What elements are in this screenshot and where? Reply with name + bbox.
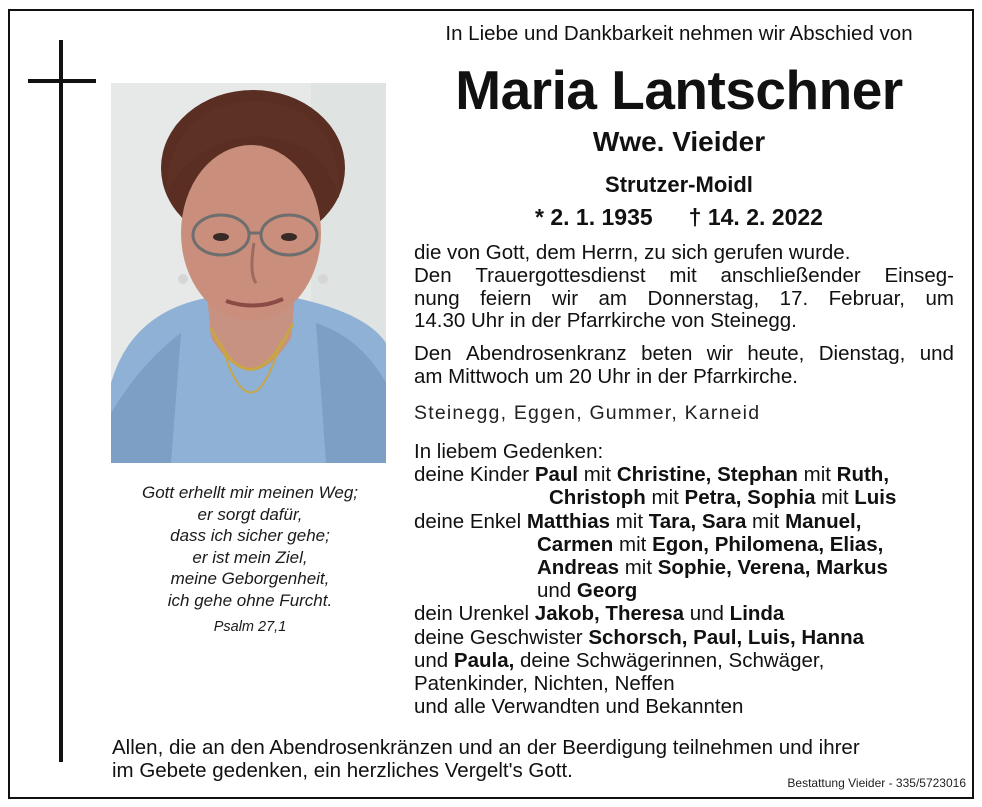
word: mit (669, 264, 697, 287)
service-line-3: 14.30 Uhr in der Pfarrkirche von Steinegg. (414, 309, 797, 332)
word: wir (551, 286, 579, 310)
memory-block (414, 440, 896, 718)
word: nung (414, 286, 460, 310)
rosary-line-2: am Mittwoch um 20 Uhr in der Pfarrkirche. (414, 364, 798, 388)
word: beten (641, 342, 693, 365)
word: Den (414, 342, 452, 365)
deceased-name: Maria Lantschner (455, 59, 903, 121)
verse-line: meine Geborgenheit, (170, 569, 330, 588)
rosary-line-1 (414, 343, 954, 366)
cross-icon (59, 40, 63, 762)
word: Den (414, 264, 452, 287)
rosary-text (414, 343, 954, 388)
verse-block (100, 482, 400, 639)
widow-name: Wwe. Vieider (592, 126, 766, 157)
closing-line: Allen, die an den Abendrosenkränzen und an der Beerdigung teilnehmen und ihrer (112, 736, 860, 759)
grandchildren-line: und Georg (537, 579, 638, 603)
verse-line: er ist mein Ziel, (192, 547, 308, 567)
word: heute, (747, 342, 805, 365)
siblings-line: und Paula, deine Schwägerinnen, Schwäger, (414, 648, 825, 672)
funeral-home-footer: Bestattung Vieider - 335/5723016 (787, 776, 966, 790)
life-dates (414, 204, 944, 231)
birth-date: * 2. 1. 1935 (535, 204, 653, 230)
word: Abendrosenkranz (466, 342, 627, 365)
verse-line: ich gehe ohne Furcht. (167, 590, 333, 610)
word: Dienstag, (818, 342, 906, 365)
service-line-2 (414, 288, 954, 311)
service-text (414, 265, 954, 333)
verse-line: er sorgt dafür, (197, 504, 303, 524)
word: und (919, 342, 954, 365)
word: feiern (480, 286, 532, 310)
children-line: Christoph mit Petra, Sophia mit Luis (549, 486, 897, 510)
cross-icon-bar (28, 79, 96, 83)
word: Trauergottesdienst (475, 264, 646, 287)
service-line-1 (414, 265, 954, 288)
memory-heading: In liebem Gedenken: (414, 440, 604, 463)
grandchildren-line: Carmen mit Egon, Philomena, Elias, (537, 532, 884, 556)
verse-line: Gott erhellt mir meinen Weg; (141, 483, 359, 502)
word: am (598, 286, 628, 310)
grandchildren-line: deine Enkel Matthias mit Tara, Sara mit Manuel, (414, 509, 862, 533)
intro-text: In Liebe und Dankbarkeit nehmen wir Abschied von (445, 22, 913, 45)
verse-reference: Psalm 27,1 (213, 619, 287, 635)
grandchildren-line: Andreas mit Sophie, Verena, Markus (537, 556, 888, 580)
word: Einseg- (884, 264, 954, 287)
portrait-photo (111, 83, 386, 463)
called-line: die von Gott, dem Herrn, zu sich gerufen wurde. (414, 241, 851, 264)
house-name: Strutzer-Moidl (605, 172, 753, 197)
called-text (414, 242, 954, 265)
verse-line: dass ich sicher gehe; (170, 526, 330, 545)
word: 17. (779, 286, 809, 310)
word: wir (706, 342, 733, 365)
siblings-line: deine Geschwister Schorsch, Paul, Luis, Hanna (414, 625, 865, 649)
great-grandchildren-line: dein Urenkel Jakob, Theresa und Linda (414, 602, 785, 626)
relatives-line: und alle Verwandten und Bekannten (414, 695, 744, 719)
death-date: † 14. 2. 2022 (688, 204, 823, 230)
word: Februar, (828, 286, 906, 310)
relatives-line: Patenkinder, Nichten, Neffen (414, 672, 675, 696)
word: um (925, 286, 954, 310)
children-line: deine Kinder Paul mit Christine, Stephan mit Ruth, (414, 463, 890, 487)
word: Donnerstag, (647, 286, 760, 310)
places-line: Steinegg, Eggen, Gummer, Karneid (414, 402, 761, 424)
closing-line: im Gebete gedenken, ein herzliches Vergelt's Gott. (112, 759, 573, 782)
word: anschließender (720, 264, 861, 287)
